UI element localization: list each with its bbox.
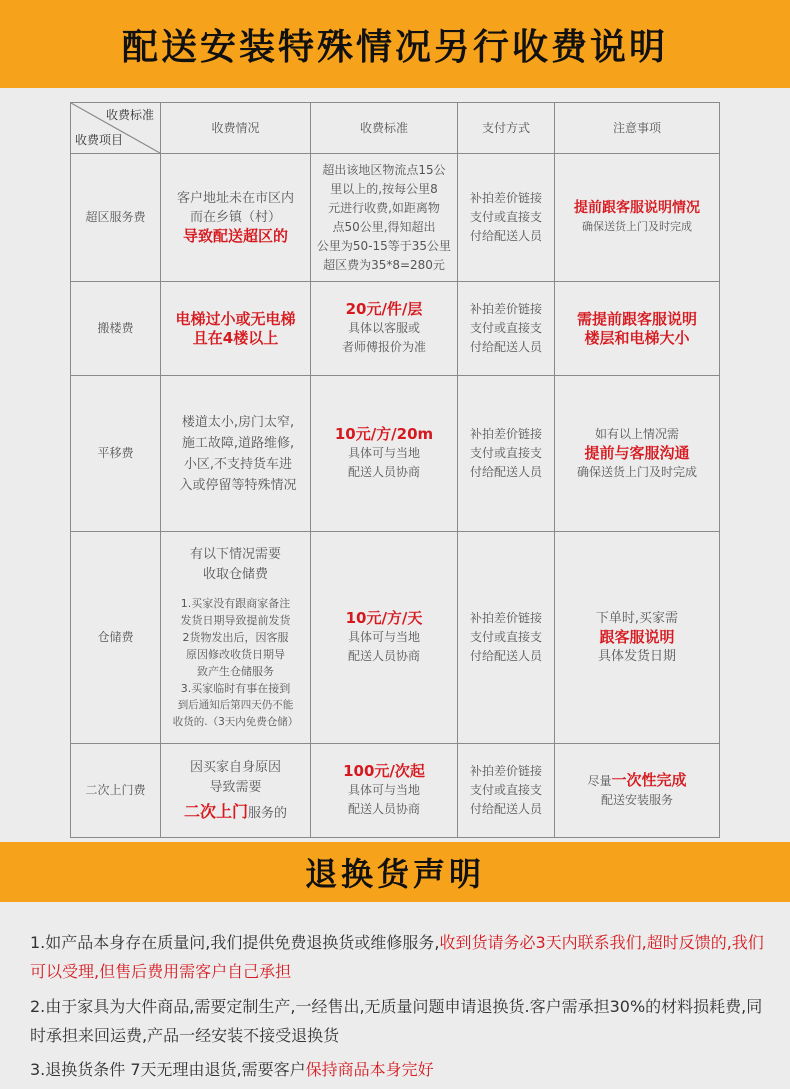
return-banner bbox=[0, 842, 790, 902]
notes-cell bbox=[555, 282, 720, 376]
standard-cell bbox=[311, 282, 458, 376]
situation-line: 楼道太小,房门太窄, bbox=[181, 414, 295, 430]
policy-text: 1.如产品本身存在质量问,我们提供免费退换货或维修服务, bbox=[30, 933, 440, 952]
situation-line: 2货物发出后，因客服 bbox=[182, 630, 289, 644]
header-notes: 注意事项 bbox=[555, 103, 720, 154]
payment-cell bbox=[458, 744, 555, 838]
situation-line: 3.买家临时有事在接到 bbox=[180, 681, 291, 695]
policy-highlight: 保持商品本身完好 bbox=[305, 1060, 434, 1079]
policy-text: 3.退换货条件 7天无理由退货,需要客户 bbox=[30, 1060, 306, 1079]
item-cell: 搬楼费 bbox=[71, 282, 161, 376]
standard-line: 配送人员协商 bbox=[347, 465, 420, 479]
banner-title-fees: 配送安装特殊情况另行收费说明 bbox=[121, 26, 668, 68]
situation-cell bbox=[161, 532, 311, 744]
corner-label-item: 收费项目 bbox=[75, 133, 124, 147]
situation-highlight: 电梯过小或无电梯 bbox=[175, 309, 296, 328]
policy-text: 2.由于家具为大件商品,需要定制生产,一经售出,无质量问题申请退换货.客户需承担30%的材料损耗费,同时承担来回运费,产品一经安装不接受退换货 bbox=[30, 997, 763, 1045]
situation-line: 小区,不支持货车进 bbox=[183, 456, 293, 472]
situation-head: 收取仓储费 bbox=[202, 566, 268, 582]
policy-item bbox=[30, 928, 774, 986]
payment-line: 支付或直接支 bbox=[469, 630, 542, 644]
standard-line: 具体可与当地 bbox=[347, 783, 420, 797]
standard-price: 10元/方/20m bbox=[334, 425, 434, 443]
payment-line: 补拍差价链接 bbox=[469, 191, 542, 205]
header-situation: 收费情况 bbox=[161, 103, 311, 154]
payment-line: 支付或直接支 bbox=[469, 210, 542, 224]
standard-line: 具体可与当地 bbox=[347, 446, 420, 460]
corner-label-standard: 收费标准 bbox=[105, 108, 154, 122]
standard-line: 公里为50-15等于35公里 bbox=[316, 238, 452, 253]
situation-highlight: 二次上门 bbox=[183, 801, 248, 821]
standard-line: 具体以客服或 bbox=[347, 321, 420, 335]
standard-cell bbox=[311, 376, 458, 532]
standard-line: 超出该地区物流点15公 bbox=[322, 162, 446, 177]
payment-line: 补拍差价链接 bbox=[469, 764, 542, 778]
note-highlight: 楼层和电梯大小 bbox=[584, 328, 690, 347]
standard-line: 配送人员协商 bbox=[347, 649, 420, 663]
standard-price: 10元/方/天 bbox=[345, 609, 423, 627]
note-prefix: 尽量 bbox=[587, 774, 612, 788]
payment-line: 补拍差价链接 bbox=[469, 611, 542, 625]
note-highlight: 跟客服说明 bbox=[599, 628, 675, 646]
standard-line: 点50公里,得知超出 bbox=[332, 219, 436, 234]
header-standard: 收费标准 bbox=[311, 103, 458, 154]
payment-line: 付给配送人员 bbox=[469, 802, 542, 816]
payment-cell bbox=[458, 282, 555, 376]
situation-cell bbox=[161, 744, 311, 838]
payment-line: 付给配送人员 bbox=[469, 649, 542, 663]
payment-cell bbox=[458, 532, 555, 744]
standard-cell bbox=[311, 744, 458, 838]
standard-line: 里以上的,按每公里8 bbox=[330, 181, 438, 196]
item-cell: 二次上门费 bbox=[71, 744, 161, 838]
note-line: 确保送货上门及时完成 bbox=[582, 220, 692, 233]
situation-line: 收货的.（3天内免费仓储） bbox=[172, 715, 299, 728]
standard-line: 具体可与当地 bbox=[347, 630, 420, 644]
header-payment: 支付方式 bbox=[458, 103, 555, 154]
note-highlight: 需提前跟客服说明 bbox=[576, 309, 697, 328]
situation-cell bbox=[161, 282, 311, 376]
standard-line: 超区费为35*8=280元 bbox=[323, 257, 445, 272]
table-row bbox=[71, 744, 720, 838]
standard-line: 配送人员协商 bbox=[347, 802, 420, 816]
table-header-row bbox=[71, 103, 720, 154]
payment-line: 付给配送人员 bbox=[469, 340, 542, 354]
situation-head: 有以下情况需要 bbox=[189, 546, 281, 562]
notes-cell bbox=[555, 154, 720, 282]
fee-table-panel bbox=[0, 88, 790, 842]
situation-highlight: 导致配送超区的 bbox=[182, 227, 288, 245]
situation-line: 而在乡镇（村） bbox=[189, 210, 281, 225]
top-banner bbox=[0, 0, 790, 88]
banner-title-returns: 退换货声明 bbox=[304, 855, 485, 893]
note-line: 具体发货日期 bbox=[597, 649, 676, 664]
notes-cell bbox=[555, 376, 720, 532]
situation-line: 致产生仓储服务 bbox=[197, 664, 274, 678]
situation-line: 因买家自身原因 bbox=[189, 759, 281, 775]
fee-table bbox=[70, 102, 720, 838]
situation-suffix: 服务的 bbox=[248, 805, 288, 821]
payment-line: 支付或直接支 bbox=[469, 321, 542, 335]
table-row bbox=[71, 376, 720, 532]
note-line: 配送安装服务 bbox=[600, 793, 673, 807]
item-cell: 超区服务费 bbox=[71, 154, 161, 282]
table-row bbox=[71, 532, 720, 744]
situation-cell bbox=[161, 376, 311, 532]
situation-line: 到后通知后第四天仍不能 bbox=[177, 698, 294, 711]
policy-highlight: 收到货请务必3天内联系我们,超时反馈的,我们可以受理,但售后费用需客户自己承担 bbox=[30, 933, 764, 981]
policy-item bbox=[30, 1055, 774, 1084]
payment-line: 支付或直接支 bbox=[469, 446, 542, 460]
payment-line: 支付或直接支 bbox=[469, 783, 542, 797]
item-cell: 仓储费 bbox=[71, 532, 161, 744]
standard-price: 20元/件/层 bbox=[345, 300, 423, 318]
note-highlight: 提前跟客服说明情况 bbox=[574, 200, 700, 216]
payment-cell bbox=[458, 376, 555, 532]
payment-line: 补拍差价链接 bbox=[469, 302, 542, 316]
situation-line: 施工故障,道路维修, bbox=[181, 435, 295, 451]
policy-item bbox=[30, 992, 774, 1050]
standard-line: 元进行收费,如距离物 bbox=[328, 200, 440, 215]
notes-cell bbox=[555, 744, 720, 838]
standard-cell bbox=[311, 532, 458, 744]
situation-highlight: 且在4楼以上 bbox=[192, 328, 279, 347]
note-highlight: 一次性完成 bbox=[611, 771, 687, 789]
note-highlight: 提前与客服沟通 bbox=[584, 444, 690, 462]
situation-line: 入或停留等特殊情况 bbox=[179, 477, 297, 493]
notes-cell bbox=[555, 532, 720, 744]
standard-line: 者师傅报价为准 bbox=[341, 340, 426, 354]
situation-line: 导致需要 bbox=[209, 779, 262, 795]
return-policy bbox=[0, 902, 790, 1089]
table-row bbox=[71, 282, 720, 376]
payment-line: 补拍差价链接 bbox=[469, 427, 542, 441]
corner-header-cell bbox=[71, 103, 161, 154]
standard-price: 100元/次起 bbox=[343, 762, 425, 780]
situation-line: 1.买家没有跟商家备注 bbox=[180, 596, 291, 610]
situation-line: 发货日期导致提前发货 bbox=[180, 613, 291, 627]
payment-line: 付给配送人员 bbox=[469, 229, 542, 243]
situation-line: 原因修改收货日期导 bbox=[186, 647, 285, 661]
payment-line: 付给配送人员 bbox=[469, 465, 542, 479]
item-cell: 平移费 bbox=[71, 376, 161, 532]
note-line: 确保送货上门及时完成 bbox=[576, 465, 697, 479]
note-line: 下单时,买家需 bbox=[595, 611, 679, 626]
payment-cell bbox=[458, 154, 555, 282]
standard-cell bbox=[311, 154, 458, 282]
situation-cell bbox=[161, 154, 311, 282]
table-row bbox=[71, 154, 720, 282]
situation-line: 客户地址未在市区内 bbox=[176, 191, 294, 206]
note-line: 如有以上情况需 bbox=[594, 427, 679, 441]
